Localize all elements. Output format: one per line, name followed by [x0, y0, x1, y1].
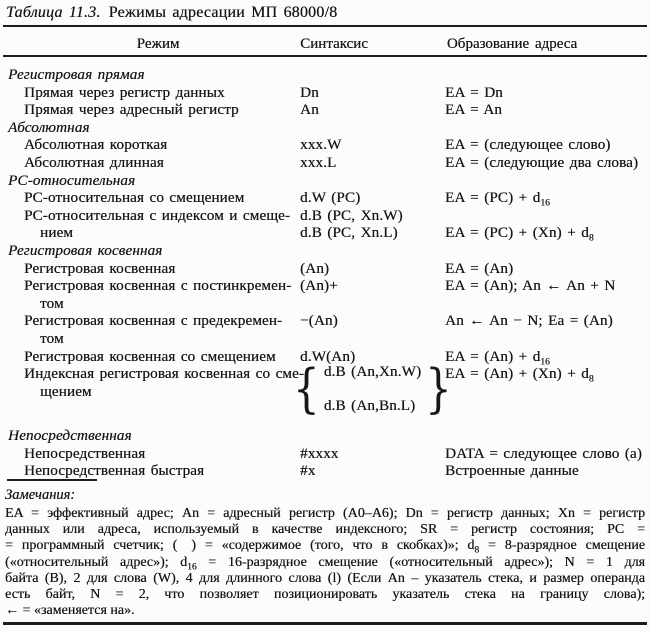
group-spacer [0, 418, 650, 427]
note-text: = программный счетчик; ( ) = «содержимое (того, что в скобках)»; d [5, 538, 475, 554]
bottom-rule [3, 622, 647, 625]
note-line [5, 538, 645, 554]
table-row [0, 207, 650, 225]
mode-cell: Регистровая косвенная с предекремен- [24, 312, 283, 330]
note-line [5, 571, 645, 587]
table-title-text: Режимы адресации МП 68000/8 [108, 4, 338, 21]
syntax-cell: d.B (An,Xn.W) [323, 363, 422, 381]
note-line [5, 522, 645, 538]
syntax-cell: #x [300, 462, 316, 480]
address-subscript: 16 [540, 357, 550, 367]
syntax-cell: d.B (PC, Xn.W) [300, 206, 403, 224]
table-row [0, 84, 650, 102]
notes-separator-rule [7, 479, 97, 481]
address-cell: EA = An [445, 101, 502, 119]
address-cell: EA = (An); An ← An + N [445, 277, 616, 295]
address-text: EA = (PC) + d [445, 189, 541, 207]
mode-cell-continuation: нием [40, 224, 74, 242]
mode-cell-continuation: том [40, 329, 64, 347]
group-name: Регистровая косвенная [8, 241, 163, 259]
mode-cell: Прямая через регистр данных [24, 83, 225, 101]
syntax-cell: −(An) [300, 312, 338, 330]
right-brace: } [425, 357, 452, 420]
table-row [0, 260, 650, 278]
syntax-cell: Dn [300, 83, 319, 101]
mode-cell: Абсолютная длинная [24, 153, 164, 171]
syntax-cell: d.B (An,Bn.L) [323, 397, 416, 415]
address-text: EA = (PC) + (Xn) + d [445, 224, 589, 242]
mode-cell: Регистровая косвенная [24, 259, 176, 277]
table-row [0, 101, 650, 119]
address-cell [445, 365, 594, 383]
table-row [0, 312, 650, 330]
address-cell: DATA = следующее слово (a) [445, 444, 642, 462]
table-row-continuation [0, 295, 650, 313]
table-row [0, 154, 650, 172]
column-header-syntax: Синтаксис [300, 36, 368, 52]
syntax-cell: d.B (PC, Xn.L) [300, 224, 398, 242]
group-row [0, 242, 650, 260]
group-name: Регистровая прямая [8, 66, 145, 83]
table-body [0, 66, 650, 480]
mode-cell-continuation: щением [40, 382, 92, 400]
mode-cell: Абсолютная короткая [24, 136, 168, 154]
address-cell [445, 224, 594, 242]
mode-cell: Индексная регистровая косвенная со сме- [24, 365, 304, 383]
mode-cell: Прямая через адресный регистр [24, 101, 239, 119]
footnotes [5, 487, 645, 619]
address-subscript: 8 [588, 233, 594, 244]
group-row [0, 66, 650, 84]
syntax-cell: (An) [300, 259, 330, 277]
syntax-cell: d.W (PC) [300, 189, 361, 207]
group-name: Абсолютная [8, 118, 90, 136]
note-subscript: 8 [474, 545, 480, 556]
note-text: данных или адреса, используемый в качестве индексного; SR = регистр состояния; PC = [5, 522, 645, 538]
note-line [5, 506, 645, 522]
mode-cell-continuation: том [40, 294, 64, 312]
mode-cell: Непосредственная [24, 444, 146, 462]
note-text: = 16-разрядное смещение («относительный адрес»); N = 1 для [196, 554, 645, 570]
group-name: PC-относительная [8, 171, 136, 189]
table-row [0, 136, 650, 154]
syntax-cell: xxx.W [300, 136, 342, 154]
syntax-cell: #xxxx [300, 444, 339, 462]
address-subscript: 16 [540, 198, 550, 209]
syntax-cell: An [300, 101, 319, 119]
note-text: ← = «заменяется на». [5, 603, 135, 619]
column-header-address: Образование адреса [446, 36, 578, 52]
mode-cell: PC-относительная с индексом и смеще- [24, 206, 290, 224]
note-text: байта (B), 2 для слова (W), 4 для длинного слова (l) (Если An – указатель стека, и размер операнда [5, 570, 645, 586]
address-cell [445, 189, 550, 207]
mode-cell: PC-относительная со смещением [24, 189, 245, 207]
title-rule [3, 25, 647, 27]
note-subscript: 16 [187, 562, 197, 573]
syntax-cell: d.W(An) [300, 347, 356, 365]
note-text: есть байт, N = 2, что позволяет позиционировать указатель стека на границу слова); [5, 587, 645, 603]
group-name: Непосредственная [8, 427, 132, 445]
group-row [0, 119, 650, 137]
address-cell: EA = (An) [445, 259, 514, 277]
address-cell: EA = (следующие два слова) [445, 153, 639, 171]
table-row [0, 277, 650, 295]
table-row-continuation [0, 224, 650, 242]
table-number: Таблица 11.3. [6, 4, 101, 21]
address-text: EA = (An) + d [445, 347, 541, 365]
group-row [0, 172, 650, 190]
table-row [0, 445, 650, 463]
mode-cell: Регистровая косвенная с постинкремен- [24, 277, 292, 295]
table-row [0, 189, 650, 207]
address-cell: EA = (следующее слово) [445, 136, 611, 154]
address-cell [445, 348, 550, 366]
syntax-alternatives [320, 362, 425, 416]
syntax-cell: (An)+ [300, 277, 338, 295]
note-line [5, 555, 645, 571]
note-line [5, 587, 645, 603]
notes-heading-text: Замечания: [5, 487, 76, 503]
address-cell: EA = Dn [445, 83, 503, 101]
left-brace: { [293, 357, 320, 420]
note-text: = 8-разрядное смещение [479, 538, 645, 554]
group-row [0, 427, 650, 445]
address-text: EA = (An) + (Xn) + d [445, 365, 589, 383]
header-rule [3, 55, 647, 57]
table-header-row [0, 36, 650, 54]
table-caption [6, 4, 337, 22]
table-row-continuation [0, 330, 650, 348]
syntax-brace-group [293, 357, 452, 420]
syntax-cell: xxx.L [300, 153, 337, 171]
mode-cell: Непосредственная быстрая [24, 462, 205, 480]
column-header-mode: Режим [136, 36, 180, 52]
notes-heading [5, 487, 645, 506]
table-row [0, 462, 650, 480]
address-cell: Встроенные данные [445, 462, 579, 480]
mode-cell: Регистровая косвенная со смещением [24, 347, 276, 365]
note-text: («относительный адрес»); d [5, 554, 188, 570]
note-text: EA = эффективный адрес; An = адресный регистр (A0–A6); Dn = регистр данных; Xn = регистр [5, 506, 645, 521]
address-cell: An ← An − N; Ea = (An) [445, 312, 613, 330]
address-subscript: 8 [588, 374, 594, 385]
note-line [5, 603, 645, 619]
